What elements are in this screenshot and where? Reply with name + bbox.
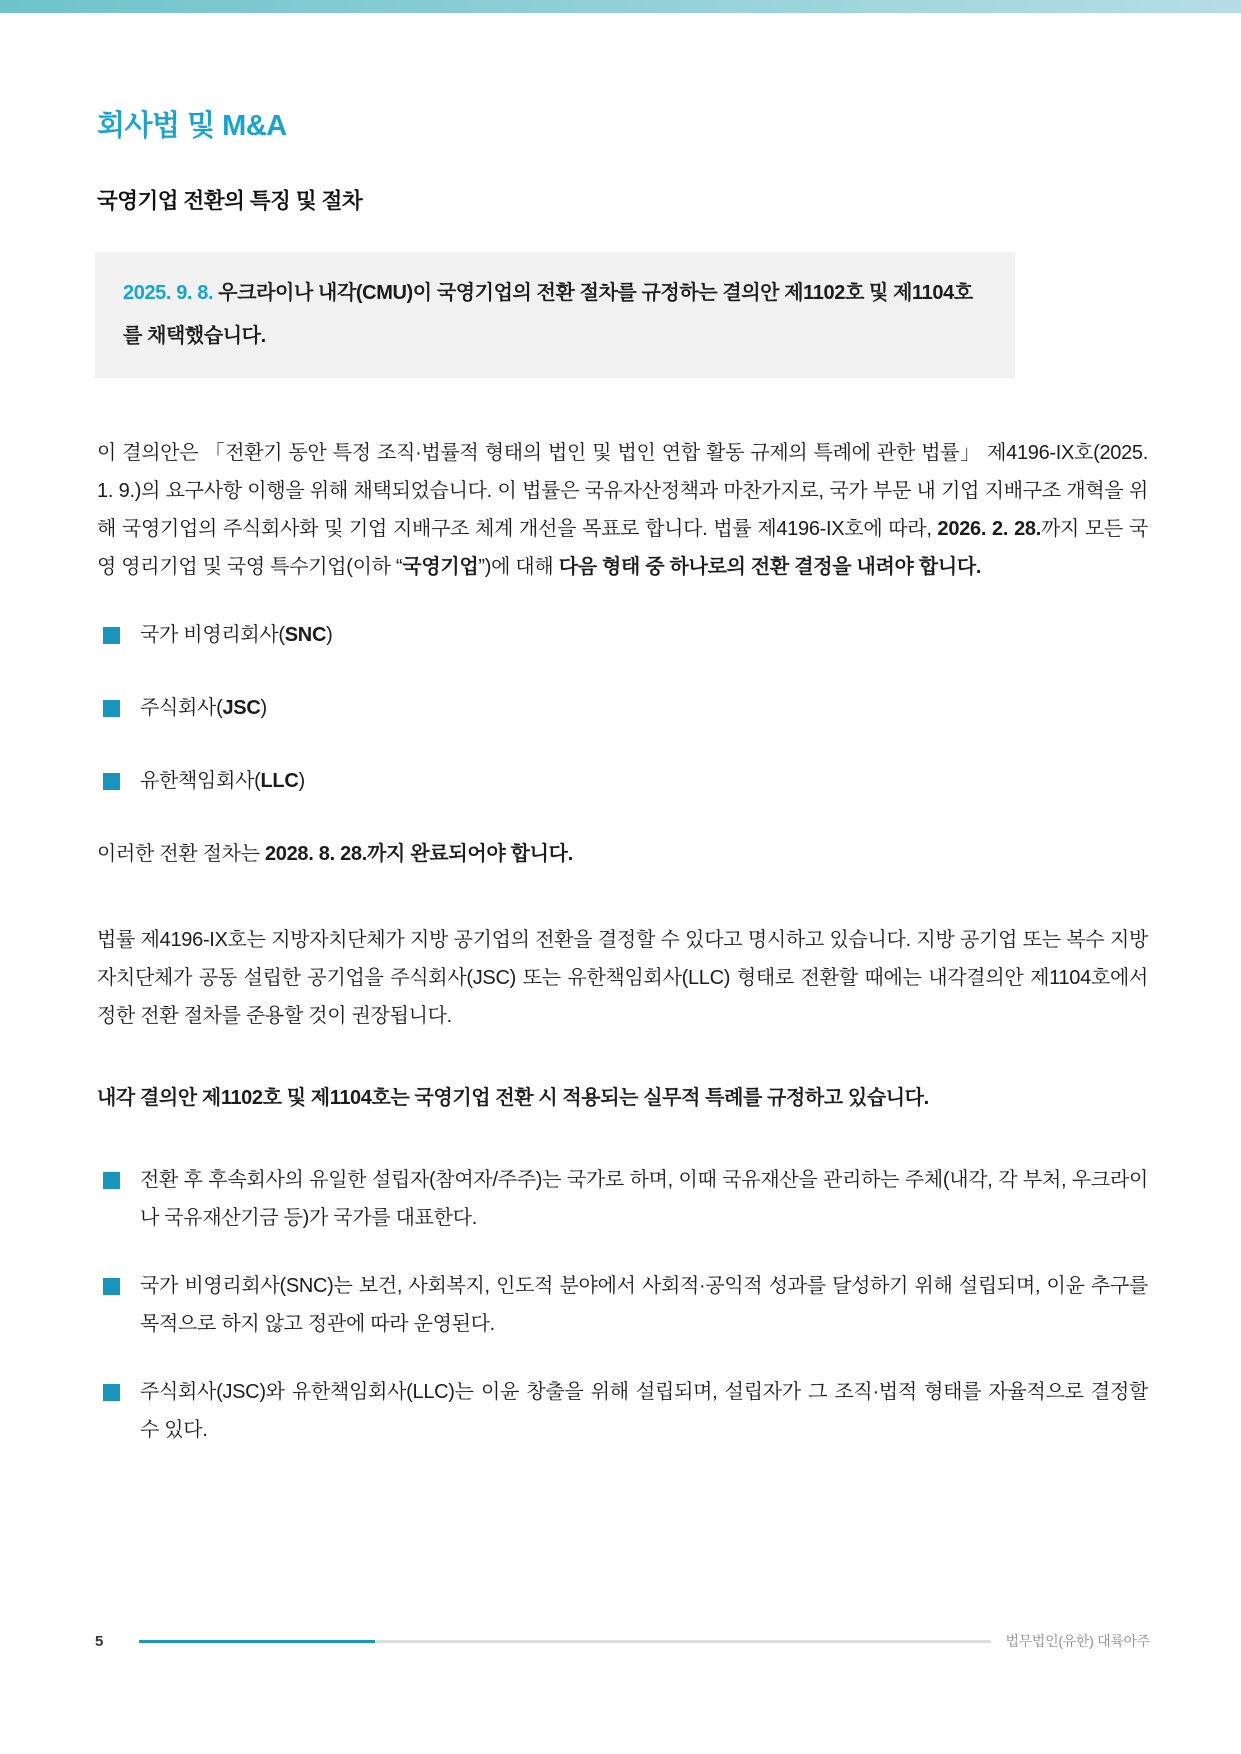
- intro-bold-tail: 다음 형태 중 하나로의 전환 결정을 내려야 합니다.: [558, 556, 982, 578]
- entity-label: [140, 622, 332, 648]
- entity-post: ): [326, 624, 333, 646]
- entity-pre: 유한책임회사(: [140, 770, 261, 792]
- resolutions-heading: 내각 결의안 제1102호 및 제1104호는 국영기업 전환 시 적용되는 실무적 특례를 규정하고 있습니다.: [97, 1087, 929, 1109]
- list-item: [97, 1161, 1148, 1237]
- list-item: [97, 1267, 1148, 1343]
- highlight-text: [123, 272, 987, 358]
- square-bullet-icon: [103, 1384, 120, 1401]
- entity-pre: 주식회사(: [140, 697, 223, 719]
- resolution-detail-list: [97, 1161, 1148, 1449]
- intro-bold-date: 2026. 2. 28.: [937, 518, 1041, 540]
- entity-abbr: LLC: [260, 770, 299, 792]
- entity-post: ): [260, 697, 267, 719]
- footer-rule: [139, 1640, 991, 1643]
- deadline-bold: 2028. 8. 28.까지 완료되어야 합니다.: [264, 843, 573, 865]
- detail-text: 국가 비영리회사(SNC)는 보건, 사회복지, 인도적 분야에서 사회적·공익적 성과를 달성하기 위해 설립되며, 이윤 추구를 목적으로 하지 않고 정관에 따라 운영된다.: [140, 1275, 1148, 1335]
- deadline-pre: 이러한 전환 절차는: [97, 843, 265, 865]
- square-bullet-icon: [103, 773, 120, 790]
- page-content: [0, 108, 1241, 1449]
- detail-text: 전환 후 후속회사의 유일한 설립자(참여자/주주)는 국가로 하며, 이때 국유재산을 관리하는 주체(내각, 각 부처, 우크라이나 국유재산기금 등)가 국가를 대표한다.: [140, 1169, 1148, 1229]
- list-item-llc: [97, 768, 1148, 794]
- intro-seg3: ”)에 대해: [478, 556, 559, 578]
- section-title: 회사법 및 M&A: [97, 110, 287, 142]
- square-bullet-icon: [103, 1278, 120, 1295]
- list-item-jsc: [97, 695, 1148, 721]
- page-number: 5: [95, 1632, 104, 1650]
- entity-abbr: SNC: [284, 624, 327, 646]
- article-title: 국영기업 전환의 특징 및 절차: [97, 189, 363, 213]
- entity-abbr: JSC: [222, 697, 261, 719]
- list-item: [97, 1373, 1148, 1449]
- intro-paragraph: [97, 434, 1148, 586]
- highlight-box: [95, 252, 1015, 378]
- square-bullet-icon: [103, 1172, 120, 1189]
- entity-type-list: [97, 622, 1148, 794]
- intro-seg1: 이 결의안은 「전환기 동안 특정 조직·법률적 형태의 법인 및 법인 연합 활동 규제의 특례에 관한 법률」 제4196-IX호(2025. 1. 9.)의 요구사항 이행을 위해 채택되었습니다. 이 법률은 국유자산정책과 마찬가지로, 국가 부문 내 기업 지배구조 개혁을 위해 국영기업의 주식회사화 및 기업 지배구조 체계 개선을 목표로 합니다. 법률 제4196-IX호에 따라,: [97, 442, 1148, 540]
- detail-text: 주식회사(JSC)와 유한책임회사(LLC)는 이윤 창출을 위해 설립되며, 설립자가 그 조직·법적 형태를 자율적으로 결정할 수 있다.: [140, 1381, 1148, 1441]
- highlight-date: 2025. 9. 8.: [123, 282, 214, 304]
- intro-seg2: 까지 모든 국영 영리기업 및 국영 특수기업(이하 “: [97, 518, 1148, 578]
- square-bullet-icon: [103, 627, 120, 644]
- list-item-snc: [97, 622, 1148, 648]
- entity-label: [140, 768, 305, 794]
- highlight-body: 우크라이나 내각(CMU)이 국영기업의 전환 절차를 규정하는 결의안 제1102호 및 제1104호를 채택했습니다.: [123, 282, 973, 347]
- square-bullet-icon: [103, 700, 120, 717]
- top-accent-bar: [0, 0, 1241, 13]
- entity-label: [140, 695, 267, 721]
- firm-name: 법무법인(유한) 대륙아주: [1005, 1633, 1150, 1649]
- entity-pre: 국가 비영리회사(: [140, 624, 285, 646]
- entity-post: ): [298, 770, 305, 792]
- deadline-paragraph: [97, 835, 1148, 873]
- local-enterprise-paragraph: 법률 제4196-IX호는 지방자치단체가 지방 공기업의 전환을 결정할 수 있다고 명시하고 있습니다. 지방 공기업 또는 복수 지방자치단체가 공동 설립한 공기업을 주식회사(JSC) 또는 유한책임회사(LLC) 형태로 전환할 때에는 내각결의안 제1104호에서 정한 전환 절차를 준용할 것이 권장됩니다.: [97, 929, 1148, 1027]
- page-footer: [95, 1630, 1150, 1652]
- intro-bold-term: 국영기업: [402, 556, 479, 578]
